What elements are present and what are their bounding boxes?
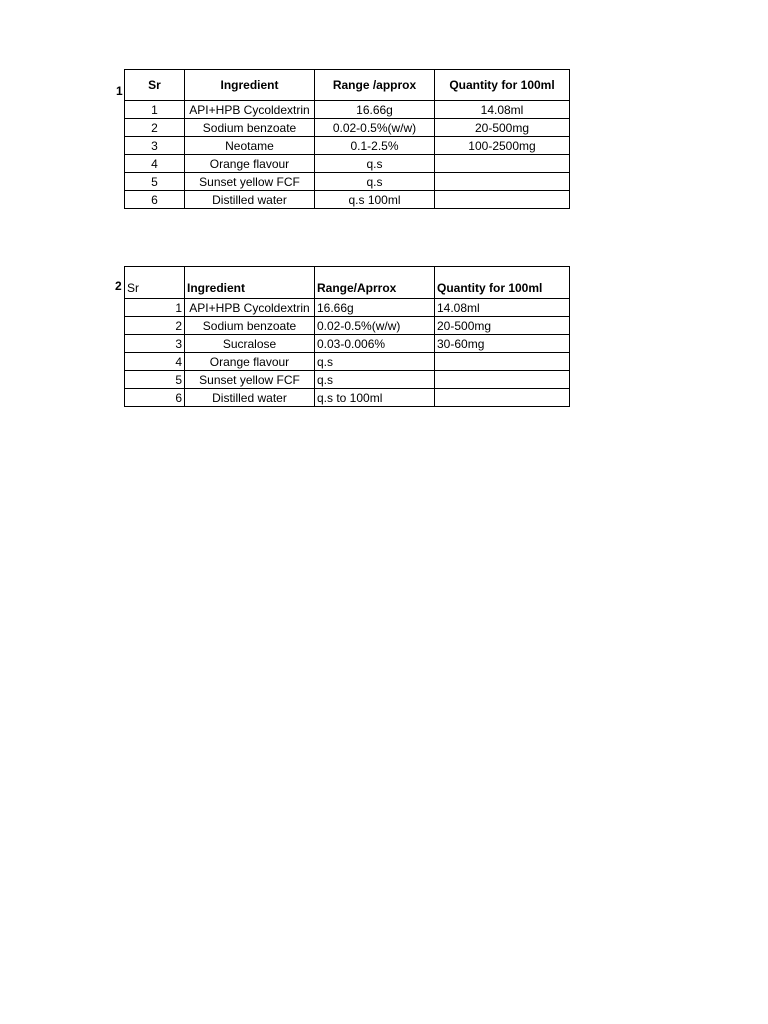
cell-ingredient: API+HPB Cycoldextrin	[185, 299, 315, 317]
cell-sr: 3	[125, 335, 185, 353]
cell-quantity: 20-500mg	[435, 317, 570, 335]
header-quantity: Quantity for 100ml	[435, 267, 570, 299]
cell-ingredient: Distilled water	[185, 389, 315, 407]
cell-ingredient: Sodium benzoate	[185, 317, 315, 335]
header-ingredient: Ingredient	[185, 267, 315, 299]
cell-range: q.s	[315, 353, 435, 371]
cell-sr: 5	[125, 173, 185, 191]
cell-quantity: 100-2500mg	[435, 137, 570, 155]
header-range: Range /approx	[315, 70, 435, 101]
formulation-table-1	[124, 69, 570, 209]
cell-ingredient: Sunset yellow FCF	[185, 173, 315, 191]
cell-sr: 1	[125, 299, 185, 317]
table-row	[125, 101, 570, 119]
cell-ingredient: Sodium benzoate	[185, 119, 315, 137]
cell-range: 0.03-0.006%	[315, 335, 435, 353]
cell-range: 0.1-2.5%	[315, 137, 435, 155]
table-row	[125, 317, 570, 335]
table-2-number: 2	[115, 279, 122, 293]
cell-range: 16.66g	[315, 299, 435, 317]
table-row	[125, 137, 570, 155]
table-row	[125, 173, 570, 191]
cell-sr: 1	[125, 101, 185, 119]
cell-quantity	[435, 155, 570, 173]
cell-ingredient: API+HPB Cycoldextrin	[185, 101, 315, 119]
table-row	[125, 155, 570, 173]
cell-ingredient: Sunset yellow FCF	[185, 371, 315, 389]
table-row	[125, 371, 570, 389]
cell-sr: 2	[125, 317, 185, 335]
header-range: Range/Aprrox	[315, 267, 435, 299]
table-row	[125, 389, 570, 407]
cell-sr: 5	[125, 371, 185, 389]
header-sr: Sr	[125, 70, 185, 101]
header-quantity: Quantity for 100ml	[435, 70, 570, 101]
table-header-row	[125, 70, 570, 101]
cell-ingredient: Sucralose	[185, 335, 315, 353]
table-row	[125, 335, 570, 353]
cell-sr: 3	[125, 137, 185, 155]
cell-sr: 6	[125, 389, 185, 407]
cell-quantity	[435, 371, 570, 389]
cell-range: q.s	[315, 371, 435, 389]
table-row	[125, 353, 570, 371]
cell-ingredient: Distilled water	[185, 191, 315, 209]
cell-sr: 4	[125, 353, 185, 371]
cell-range: 16.66g	[315, 101, 435, 119]
cell-range: 0.02-0.5%(w/w)	[315, 317, 435, 335]
cell-ingredient: Neotame	[185, 137, 315, 155]
cell-quantity: 20-500mg	[435, 119, 570, 137]
table-row	[125, 299, 570, 317]
table-row	[125, 119, 570, 137]
cell-quantity	[435, 353, 570, 371]
header-ingredient: Ingredient	[185, 70, 315, 101]
cell-quantity: 30-60mg	[435, 335, 570, 353]
cell-range: q.s	[315, 173, 435, 191]
table-row	[125, 191, 570, 209]
cell-range: q.s to 100ml	[315, 389, 435, 407]
cell-quantity: 14.08ml	[435, 101, 570, 119]
cell-quantity: 14.08ml	[435, 299, 570, 317]
table-1-number: 1	[116, 84, 123, 98]
cell-quantity	[435, 191, 570, 209]
cell-ingredient: Orange flavour	[185, 155, 315, 173]
table-header-row	[125, 267, 570, 299]
cell-sr: 6	[125, 191, 185, 209]
cell-quantity	[435, 173, 570, 191]
cell-range: q.s 100ml	[315, 191, 435, 209]
cell-ingredient: Orange flavour	[185, 353, 315, 371]
formulation-table-2	[124, 266, 570, 407]
cell-sr: 4	[125, 155, 185, 173]
cell-range: 0.02-0.5%(w/w)	[315, 119, 435, 137]
cell-range: q.s	[315, 155, 435, 173]
cell-sr: 2	[125, 119, 185, 137]
header-sr: Sr	[125, 267, 185, 299]
cell-quantity	[435, 389, 570, 407]
